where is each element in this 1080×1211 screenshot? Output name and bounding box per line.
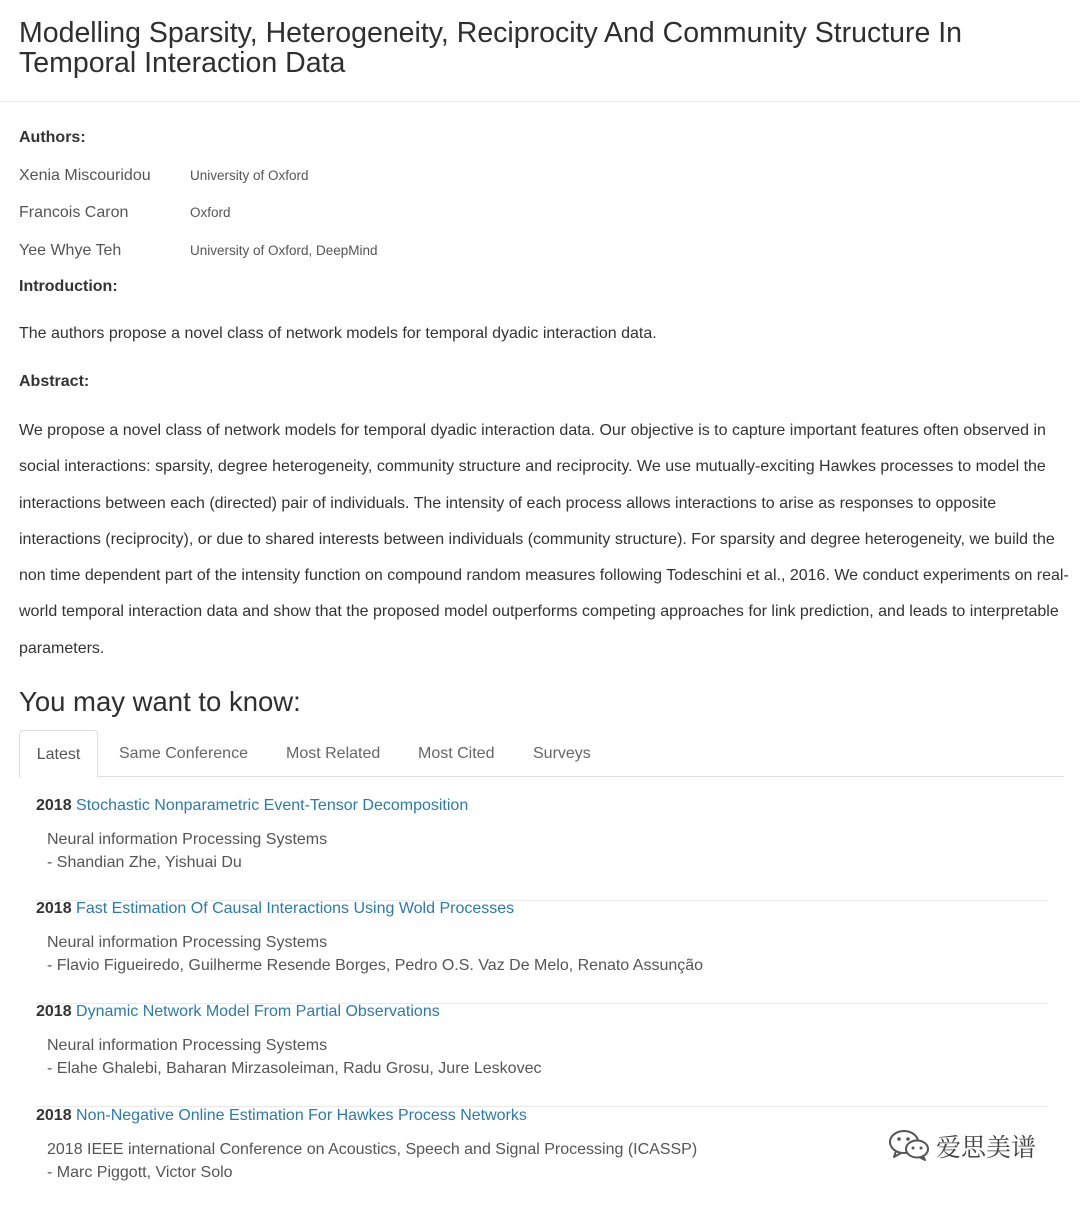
result-venue: Neural information Processing Systems (47, 831, 328, 848)
abstract-heading: Abstract: (19, 373, 90, 390)
result-authors: - Flavio Figueiredo, Guilherme Resende Borges, Pedro O.S. Vaz De Melo, Renato Assunção (47, 957, 704, 974)
result-title-link[interactable]: Fast Estimation Of Causal Interactions Using Wold Processes (76, 900, 515, 917)
watermark (888, 1126, 1058, 1166)
tab-most-cited[interactable]: Most Cited (418, 745, 495, 762)
tab-most-related[interactable]: Most Related (286, 745, 381, 762)
author-name: Francois Caron (19, 204, 129, 221)
author-name: Xenia Miscouridou (19, 167, 151, 184)
author-name: Yee Whye Teh (19, 242, 122, 259)
page-title: Modelling Sparsity, Heterogeneity, Reciprocity And Community Structure In Temporal Interaction Data (19, 17, 963, 79)
author-affiliation: University of Oxford (190, 168, 309, 183)
result-venue: Neural information Processing Systems (47, 934, 328, 951)
watermark-text: 爱思美谱 (936, 1133, 1037, 1162)
result-title-link[interactable]: Stochastic Nonparametric Event-Tensor Decomposition (76, 797, 469, 814)
list-item (36, 797, 1048, 901)
result-title-link[interactable]: Dynamic Network Model From Partial Observations (76, 1003, 440, 1020)
tab-latest[interactable]: Latest (19, 730, 98, 778)
wechat-icon (888, 1128, 930, 1162)
result-year: 2018 (36, 1003, 72, 1020)
result-year: 2018 (36, 797, 72, 814)
result-year: 2018 (36, 1107, 72, 1124)
result-title-link[interactable]: Non-Negative Online Estimation For Hawkes Process Networks (76, 1107, 527, 1124)
author-affiliation: Oxford (190, 205, 231, 220)
list-item (36, 900, 1048, 1004)
introduction-heading: Introduction: (19, 278, 118, 295)
list-item (36, 1003, 1048, 1107)
related-tabs (19, 730, 1064, 777)
title-bar (0, 0, 1080, 102)
result-authors: - Elahe Ghalebi, Baharan Mirzasoleiman, Radu Grosu, Jure Leskovec (47, 1060, 542, 1077)
author-affiliation: University of Oxford, DeepMind (190, 243, 378, 258)
tab-same-conference[interactable]: Same Conference (119, 745, 248, 762)
authors-heading: Authors: (19, 129, 86, 146)
result-heading (36, 1107, 527, 1125)
result-heading (36, 900, 514, 918)
tab-surveys[interactable]: Surveys (533, 745, 591, 762)
result-heading (36, 797, 468, 815)
result-year: 2018 (36, 900, 72, 917)
introduction-text: The authors propose a novel class of network models for temporal dyadic interaction data. (19, 325, 657, 342)
result-authors: - Marc Piggott, Victor Solo (47, 1164, 233, 1181)
result-authors: - Shandian Zhe, Yishuai Du (47, 854, 242, 871)
related-heading: You may want to know: (19, 686, 301, 717)
result-venue: 2018 IEEE international Conference on Acoustics, Speech and Signal Processing (ICASSP) (47, 1141, 698, 1158)
result-heading (36, 1003, 440, 1021)
abstract-text: We propose a novel class of network models for temporal dyadic interaction data. Our objective is to capture important features often observed in social interactions: sparsity, degree heterogeneity, community structure and reciprocity. We use mutually-exciting Hawkes processes to model the interactions between each (directed) pair of individuals. The intensity of each process allows interactions to arise as responses to opposite interactions (reciprocity), or due to shared interests between individuals (community structure). For sparsity and degree heterogeneity, we build the non time dependent part of the intensity function on compound random measures following Todeschini et al., 2016. We conduct experiments on real-world temporal interaction data and show that the proposed model outperforms competing approaches for link prediction, and leads to interpretable parameters. (19, 422, 1069, 657)
result-venue: Neural information Processing Systems (47, 1037, 328, 1054)
